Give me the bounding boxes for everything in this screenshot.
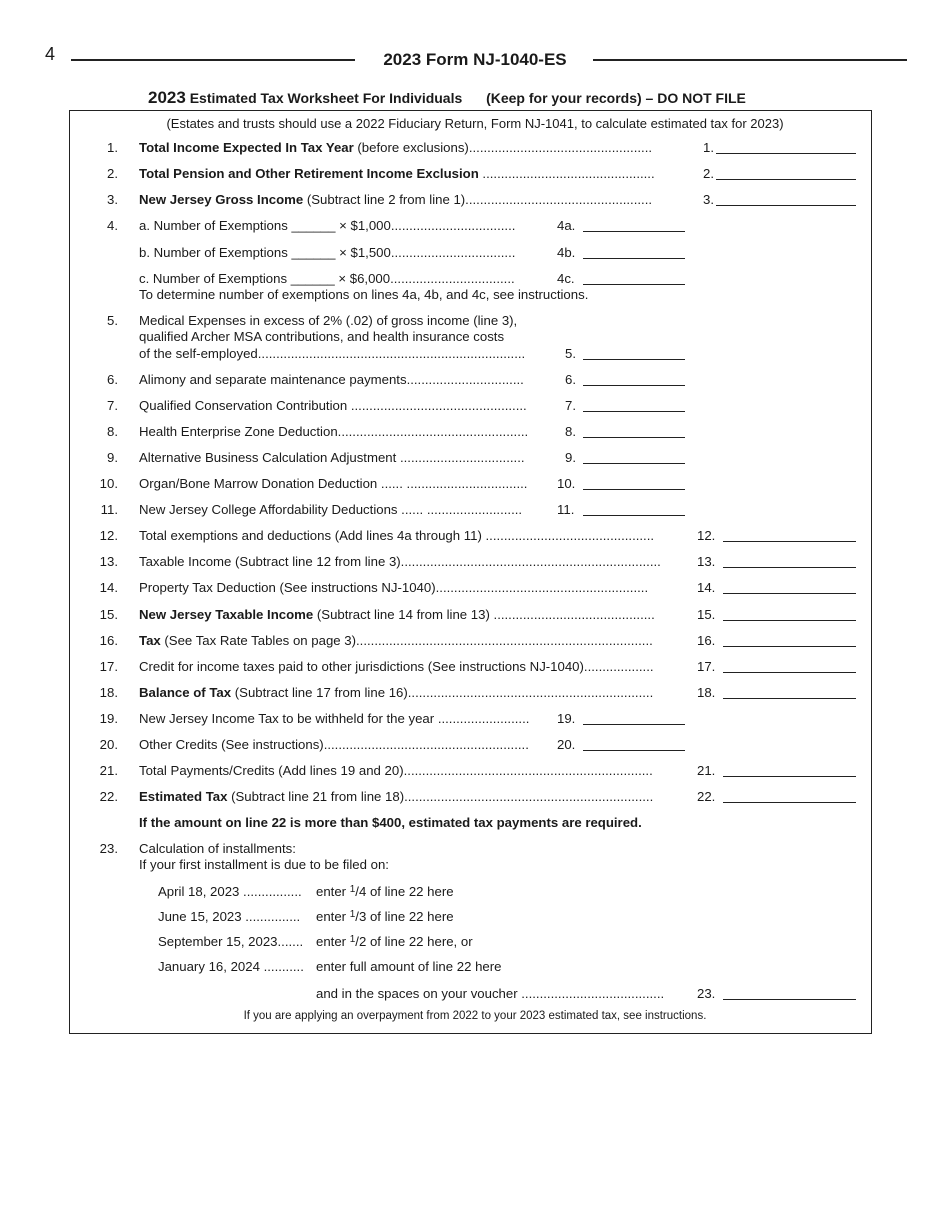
installment-1-pre: enter [316, 884, 350, 899]
line-16-number: 16. [99, 633, 118, 648]
line-23-field[interactable] [723, 999, 856, 1000]
line-5-label: 5. [565, 346, 576, 361]
line-17-label: 17. [697, 659, 716, 674]
installment-1-post: /4 of line 22 here [355, 884, 454, 899]
line-22-text [139, 789, 687, 804]
line-20-field[interactable] [583, 750, 685, 751]
line-2-rest: ............................................... [478, 166, 655, 181]
header-rule-right [593, 59, 907, 61]
line-10-number: 10. [99, 476, 118, 491]
line-21-field[interactable] [723, 776, 856, 777]
line-16-rest: (See Tax Rate Tables on page 3)................................................................................. [160, 633, 653, 648]
line-5-number: 5. [107, 313, 118, 328]
line-18-text [139, 685, 687, 700]
line-17-number: 17. [99, 659, 118, 674]
line-3-number: 3. [107, 192, 118, 207]
line-8-text: Health Enterprise Zone Deduction.................................................... [139, 424, 529, 439]
line-6-text: Alimony and separate maintenance payments................................ [139, 372, 524, 387]
line-15-label: 15. [697, 607, 716, 622]
line-1-field[interactable] [716, 153, 856, 154]
page-number: 4 [45, 44, 56, 64]
line-4a-field[interactable] [583, 231, 685, 232]
line-2-number: 2. [107, 166, 118, 181]
line-12-field[interactable] [723, 541, 856, 542]
line-7-label: 7. [565, 398, 576, 413]
line-15-bold: New Jersey Taxable Income [139, 607, 314, 622]
line-21-text: Total Payments/Credits (Add lines 19 and 20).................................................................... [139, 763, 653, 778]
line-6-number: 6. [107, 372, 118, 387]
line-8-field[interactable] [583, 437, 685, 438]
line-14-number: 14. [99, 580, 118, 595]
installment-3-pre: enter [316, 934, 350, 949]
line-22-bold: Estimated Tax [139, 789, 228, 804]
installment-1-date: April 18, 2023 ................ [158, 884, 302, 899]
line-20-number: 20. [99, 737, 118, 752]
worksheet-title-text: Estimated Tax Worksheet For Individuals [189, 90, 463, 106]
line-13-text: Taxable Income (Subtract line 12 from line 3)....................................................................... [139, 554, 661, 569]
line-3-field[interactable] [716, 205, 856, 206]
form-title: 2023 Form NJ-1040-ES [383, 50, 567, 69]
line-3-bold: New Jersey Gross Income [139, 192, 304, 207]
worksheet-year: 2023 [148, 88, 186, 107]
line-23-text-1: Calculation of installments: [139, 841, 296, 856]
keep-note: (Keep for your records) – DO NOT FILE [486, 90, 746, 106]
line-5-text-2: qualified Archer MSA contributions, and health insurance costs [139, 329, 505, 344]
footnote: If you are applying an overpayment from 2022 to your 2023 estimated tax, see instructions. [243, 1010, 707, 1022]
line-9-number: 9. [107, 450, 118, 465]
line-11-text: New Jersey College Affordability Deductions ...... .......................... [139, 502, 523, 517]
line-4c-label: 4c. [557, 271, 575, 286]
line-2-field[interactable] [716, 179, 856, 180]
installment-3-instruction [316, 934, 473, 949]
line-1-label: 1. [703, 140, 714, 155]
line-8-label: 8. [565, 424, 576, 439]
line-7-text: Qualified Conservation Contribution ................................................ [139, 398, 527, 413]
line-1-number: 1. [107, 140, 118, 155]
line-2-bold: Total Pension and Other Retirement Income Exclusion [139, 166, 479, 181]
installment-4-date: January 16, 2024 ........... [158, 959, 304, 974]
line-10-text: Organ/Bone Marrow Donation Deduction ...... ................................. [139, 476, 528, 491]
line-4a-label: 4a. [557, 218, 576, 233]
line-3-rest: (Subtract line 2 from line 1)................................................... [303, 192, 653, 207]
installment-1-sup: 1 [349, 884, 356, 895]
line-4-note: To determine number of exemptions on lines 4a, 4b, and 4c, see instructions. [139, 287, 589, 302]
line-11-number: 11. [100, 502, 118, 517]
line-20-label: 20. [557, 737, 576, 752]
line-12-text: Total exemptions and deductions (Add lines 4a through 11) .............................................. [139, 528, 655, 543]
line-19-label: 19. [557, 711, 576, 726]
line-22-rest: (Subtract line 21 from line 18).................................................................... [227, 789, 654, 804]
line-13-label: 13. [697, 554, 716, 569]
line-6-label: 6. [565, 372, 576, 387]
line-15-text [139, 607, 687, 622]
line-17-text: Credit for income taxes paid to other jurisdictions (See instructions NJ-1040)................... [139, 659, 654, 674]
line-4b-field[interactable] [583, 258, 685, 259]
line-13-field[interactable] [723, 567, 856, 568]
installment-2-sup: 1 [349, 909, 356, 920]
line-16-bold: Tax [139, 633, 161, 648]
line-18-bold: Balance of Tax [139, 685, 232, 700]
line-12-label: 12. [697, 528, 716, 543]
line-22-number: 22. [99, 789, 118, 804]
line-9-label: 9. [565, 450, 576, 465]
line-7-number: 7. [107, 398, 118, 413]
line-15-field[interactable] [723, 620, 856, 621]
line-14-label: 14. [697, 580, 716, 595]
line-10-field[interactable] [583, 489, 685, 490]
line-1-bold: Total Income Expected In Tax Year [139, 140, 354, 155]
installment-2-pre: enter [316, 909, 350, 924]
line-16-field[interactable] [723, 646, 856, 647]
line-1-rest: (before exclusions).................................................. [353, 140, 653, 155]
line-18-label: 18. [697, 685, 716, 700]
line-16-text [139, 633, 687, 648]
line-14-text: Property Tax Deduction (See instructions NJ-1040).......................................................... [139, 580, 649, 595]
line-9-text: Alternative Business Calculation Adjustment .................................. [139, 450, 525, 465]
line-2-label: 2. [703, 166, 714, 181]
line-23-number: 23. [99, 841, 118, 856]
line-18-rest: (Subtract line 17 from line 16)................................................................... [231, 685, 654, 700]
installment-3-post: /2 of line 22 here, or [355, 934, 473, 949]
line-5-text-1: Medical Expenses in excess of 2% (.02) of gross income (line 3), [139, 313, 518, 328]
line-13-number: 13. [99, 554, 118, 569]
line-3-text [139, 192, 687, 207]
line-1-text [139, 140, 687, 155]
line-23-label: 23. [697, 986, 716, 1001]
estates-note: (Estates and trusts should use a 2022 Fiduciary Return, Form NJ-1041, to calculate estimated tax for 2023) [166, 116, 784, 131]
line-19-text: New Jersey Income Tax to be withheld for the year ......................... [139, 711, 530, 726]
worksheet-title [148, 88, 746, 108]
line-11-field[interactable] [583, 515, 685, 516]
line-18-field[interactable] [723, 698, 856, 699]
installment-2-date: June 15, 2023 ............... [158, 909, 301, 924]
line-7-field[interactable] [583, 411, 685, 412]
line-3-label: 3. [703, 192, 714, 207]
line-5-text-3: of the self-employed......................................................................... [139, 346, 526, 361]
line-12-number: 12. [99, 528, 118, 543]
line-11-label: 11. [557, 502, 575, 517]
line-2-text [139, 166, 687, 181]
line-10-label: 10. [557, 476, 576, 491]
line-18-number: 18. [99, 685, 118, 700]
line-14-field[interactable] [723, 593, 856, 594]
line-15-rest: (Subtract line 14 from line 13) ............................................ [313, 607, 655, 622]
installment-3-date: September 15, 2023....... [158, 934, 304, 949]
line-20-text: Other Credits (See instructions)........................................................ [139, 737, 529, 752]
line-22-label: 22. [697, 789, 716, 804]
line-23-tail: and in the spaces on your voucher ....................................... [316, 986, 665, 1001]
line-4b-label: 4b. [557, 245, 576, 260]
line-16-label: 16. [697, 633, 716, 648]
line-17-field[interactable] [723, 672, 856, 673]
line-23-text-2: If your first installment is due to be filed on: [139, 857, 389, 872]
installment-2-post: /3 of line 22 here [355, 909, 454, 924]
line-4c-field[interactable] [583, 284, 685, 285]
installment-3-sup: 1 [349, 934, 356, 945]
installment-2-instruction [316, 909, 454, 924]
line-5-field[interactable] [583, 359, 685, 360]
line-22-note: If the amount on line 22 is more than $400, estimated tax payments are required. [139, 815, 642, 830]
line-4-number: 4. [107, 218, 118, 233]
line-6-field[interactable] [583, 385, 685, 386]
line-4c-text: c. Number of Exemptions ______ × $6,000.................................. [139, 271, 515, 286]
line-22-field[interactable] [723, 802, 856, 803]
line-19-field[interactable] [583, 724, 685, 725]
line-19-number: 19. [99, 711, 118, 726]
line-21-label: 21. [697, 763, 716, 778]
line-9-field[interactable] [583, 463, 685, 464]
line-15-number: 15. [99, 607, 118, 622]
line-8-number: 8. [107, 424, 118, 439]
installment-4-instruction: enter full amount of line 22 here [316, 959, 502, 974]
line-4b-text: b. Number of Exemptions ______ × $1,500.................................. [139, 245, 516, 260]
line-4a-text: a. Number of Exemptions ______ × $1,000.................................. [139, 218, 516, 233]
installment-1-instruction [316, 884, 454, 899]
line-21-number: 21. [99, 763, 118, 778]
